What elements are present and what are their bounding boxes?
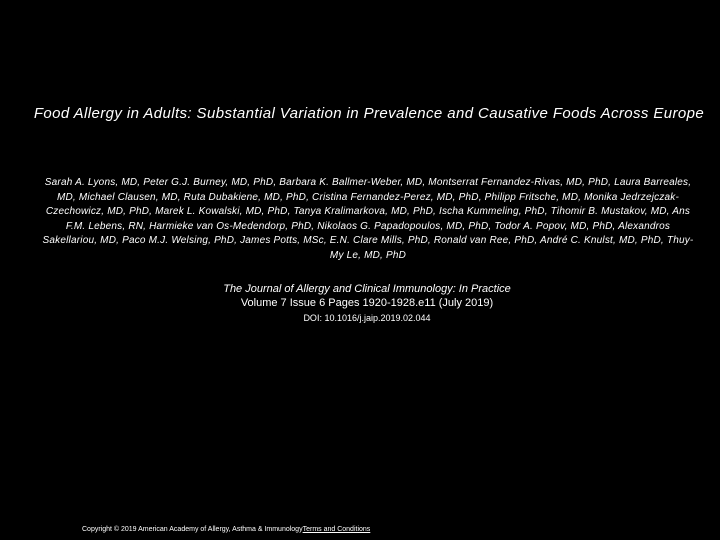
copyright-text: Copyright © 2019 American Academy of Allergy, Asthma & Immunology xyxy=(82,526,303,533)
journal-name: The Journal of Allergy and Clinical Immunology: In Practice xyxy=(223,283,511,295)
article-title: Food Allergy in Adults: Substantial Variation in Prevalence and Causative Foods Across Europe xyxy=(33,105,705,122)
author-list: Sarah A. Lyons, MD, Peter G.J. Burney, MD, PhD, Barbara K. Ballmer-Weber, MD, Montserrat Fernandez-Rivas, MD, PhD, Laura Barreales, MD, Michael Clausen, MD, Ruta Dubakiene, MD, PhD, Cristina Fernandez-Perez, MD, PhD, Philipp Fritsche, MD, Monika Jedrzejczak-Czechowicz, MD, PhD, Marek L. Kowalski, MD, PhD, Tanya Kralimarkova, MD, PhD, Ischa Kummeling, PhD, Tihomir B. Mustakov, MD, Ans F.M. Lebens, RN, Harmieke van Os-Medendorp, PhD, Nikolaos G. Papadopoulos, MD, PhD, Todor A. Popov, MD, PhD, Alexandros Sakellariou, MD, Paco M.J. Welsing, PhD, James Potts, MSc, E.N. Clare Mills, PhD, Ronald van Ree, PhD, André C. Knulst, MD, PhD, Thuy-My Le, MD, PhD xyxy=(42,177,694,261)
volume-info: Volume 7 Issue 6 Pages 1920-1928.e11 (July 2019) xyxy=(240,297,494,309)
copyright-footer xyxy=(82,525,370,535)
terms-and-conditions-link[interactable]: Terms and Conditions xyxy=(302,526,371,533)
doi-text: DOI: 10.1016/j.jaip.2019.02.044 xyxy=(303,313,431,323)
